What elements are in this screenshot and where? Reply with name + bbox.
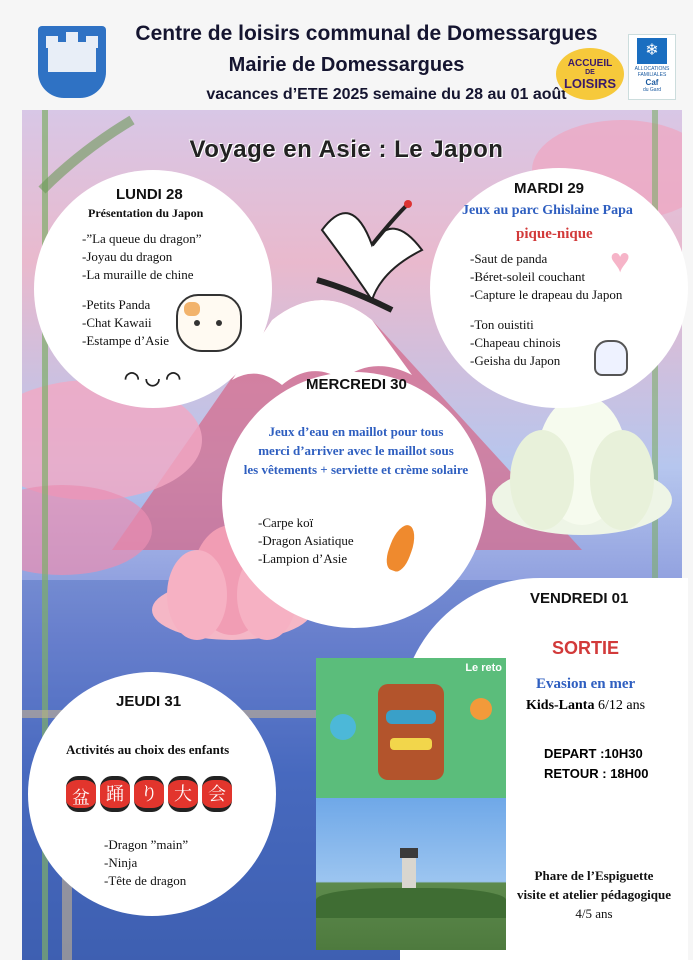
list-item: -Ton ouistiti (470, 317, 534, 332)
mardi-subtitle: Jeux au parc Ghislaine Papa (462, 203, 633, 218)
lantern: 会 (202, 776, 232, 812)
header-line-2: Mairie de Domessargues (228, 54, 465, 76)
mardi-picnic: pique-nique (516, 226, 593, 242)
header-line-1: Centre de loisirs communal de Domessargues (135, 22, 598, 45)
kids-lanta-mask-image: Le reto (316, 658, 506, 798)
vendredi-retour: RETOUR : 18H00 (544, 766, 649, 781)
list-item: -Tête de dragon (104, 873, 187, 888)
lundi-label: LUNDI 28 (116, 186, 183, 203)
list-item: -La muraille de chine (82, 267, 194, 282)
list-item: -Petits Panda (82, 297, 151, 312)
vendredi-phare: Phare de l’Espiguette visite et atelier pédagogique 4/5 ans (517, 868, 671, 921)
list-item: -Béret-soleil couchant (470, 269, 586, 284)
list-item: -Saut de panda (470, 251, 548, 266)
accueil-loisirs-logo: ACCUEIL DE LOISIRS (556, 48, 624, 100)
list-item: -Chapeau chinois (470, 335, 561, 350)
smiley-face-icon: ◠ ◡ ◠ (124, 368, 182, 388)
jeudi-activities (104, 836, 188, 890)
poster-title: Voyage en Asie : Le Japon (189, 136, 504, 163)
list-item: -Capture le drapeau du Japon (470, 287, 623, 302)
lantern-row (66, 776, 232, 812)
lantern: 大 (168, 776, 198, 812)
kawaii-cat-icon (176, 294, 242, 352)
list-item: -Dragon Asiatique (258, 533, 354, 548)
lighthouse-photo (316, 798, 506, 950)
vendredi-sortie: SORTIE (552, 638, 620, 658)
lantern: 盆 (66, 776, 96, 812)
list-item: -Geisha du Japon (470, 353, 561, 368)
vendredi-evasion: Evasion en mer (536, 676, 636, 692)
mercredi-bubble (222, 372, 486, 628)
heart-icon: ♥ (610, 242, 631, 280)
jeudi-label: JEUDI 31 (116, 693, 182, 710)
list-item: -Carpe koï (258, 515, 314, 530)
mercredi-label: MERCREDI 30 (306, 376, 407, 393)
list-item: -Estampe d’Asie (82, 333, 170, 348)
list-item: -Lampion d’Asie (258, 551, 348, 566)
lantern: 踊 (100, 776, 130, 812)
ghost-charm-icon (594, 340, 628, 376)
list-item: -Dragon ”main” (104, 837, 189, 852)
mercredi-note: Jeux d’eau en maillot pour tous merci d’arriver avec le maillot sous les vêtements + serviette et crème solaire (243, 424, 469, 477)
jeudi-subtitle: Activités au choix des enfants (66, 742, 230, 757)
mardi-label: MARDI 29 (514, 180, 585, 197)
vendredi-depart: DEPART :10H30 (544, 746, 643, 761)
vendredi-label: VENDREDI 01 (530, 590, 629, 607)
vendredi-kids: Kids-Lanta 6/12 ans (526, 698, 646, 713)
list-item: -Chat Kawaii (82, 315, 152, 330)
list-item: -Joyau du dragon (82, 249, 173, 264)
header-line-3: vacances d’ETE 2025 semaine du 28 au 01 août (206, 86, 567, 103)
lundi-subtitle: Présentation du Japon (88, 206, 204, 220)
caf-logo: ❄ ALLOCATIONS FAMILIALES Caf du Gard (628, 34, 676, 100)
list-item: -Ninja (104, 855, 138, 870)
list-item: -”La queue du dragon” (82, 231, 202, 246)
lantern: り (134, 776, 164, 812)
mercredi-activities (258, 514, 354, 568)
